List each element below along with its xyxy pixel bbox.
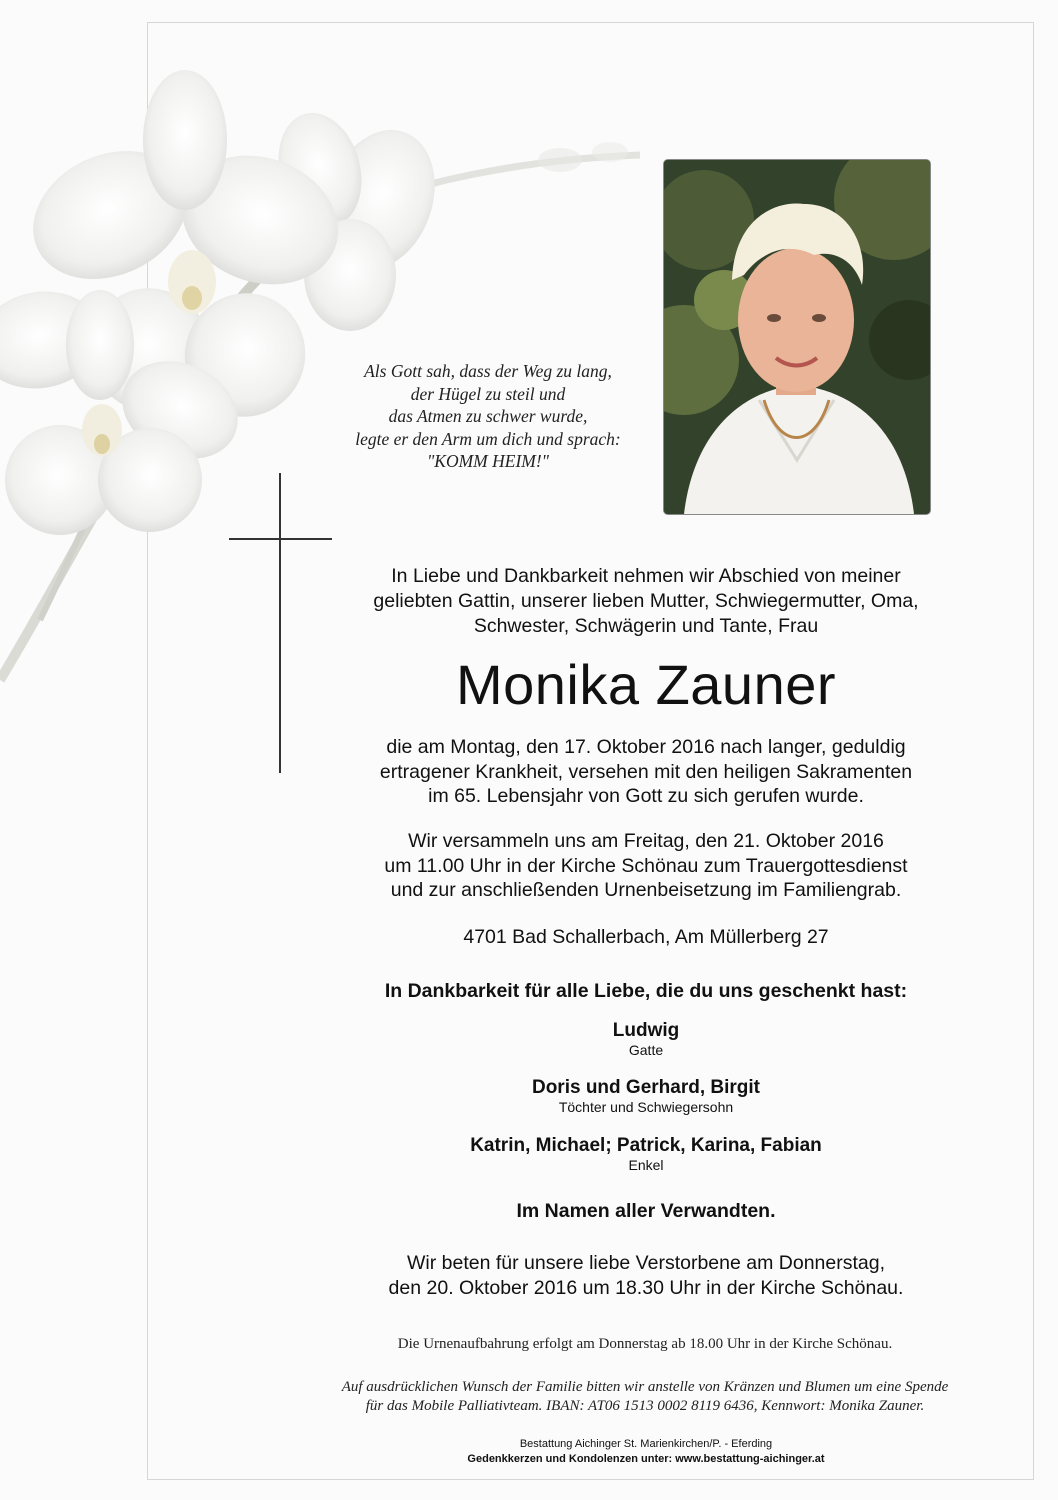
funeral-line: Wir versammeln uns am Freitag, den 21. Oktober 2016 (408, 830, 884, 852)
family-address: 4701 Bad Schallerbach, Am Müllerberg 27 (463, 926, 829, 948)
prayer-notice (340, 1251, 952, 1300)
relatives-line: Im Namen aller Verwandten. (516, 1200, 776, 1222)
intro-line: In Liebe und Dankbarkeit nehmen wir Abschied von meiner (391, 565, 901, 587)
mourner-name: Doris und Gerhard, Birgit (531, 1077, 761, 1098)
deceased-name: Monika Zauner (455, 653, 836, 716)
funeral-line: und zur anschließenden Urnenbeisetzung im Familiengrab. (390, 879, 902, 901)
mourner-role: Gatte (628, 1042, 664, 1058)
urn-notice-line: Die Urnenaufbahrung erfolgt am Donnerstag ab 18.00 Uhr in der Kirche Schönau. (397, 1336, 893, 1352)
donation-line: für das Mobile Palliativteam. IBAN: AT06 1513 0002 8119 6436, Kennwort: Monika Zauner. (365, 1398, 925, 1414)
condolence-link[interactable]: Gedenkkerzen und Kondolenzen unter: www.bestattung-aichinger.at (467, 1453, 825, 1465)
mourner-role: Töchter und Schwiegersohn (558, 1099, 734, 1115)
mourner-role: Enkel (628, 1157, 664, 1173)
death-notice (340, 735, 952, 809)
verse-line: der Hügel zu steil und (410, 383, 566, 404)
prayer-line: den 20. Oktober 2016 um 18.30 Uhr in der Kirche Schönau. (388, 1276, 904, 1299)
memorial-verse (300, 360, 676, 473)
donation-line: Auf ausdrücklichen Wunsch der Familie bitten wir anstelle von Kränzen und Blumen um eine Spende (341, 1379, 949, 1395)
verse-line: das Atmen zu schwer wurde, (388, 406, 588, 426)
death-notice-line: im 65. Lebensjahr von Gott zu sich gerufen wurde. (428, 785, 864, 807)
intro-line: geliebten Gattin, unserer lieben Mutter, Schwiegermutter, Oma, (373, 590, 919, 612)
portrait-photo (664, 160, 930, 514)
portrait-illustration (664, 160, 930, 514)
mourner-entry (340, 1076, 952, 1116)
urn-notice (300, 1335, 990, 1354)
mourner-entry (340, 1134, 952, 1174)
mourner-entry (340, 1019, 952, 1059)
verse-line: "KOMM HEIM!" (426, 451, 550, 471)
thanks-heading: In Dankbarkeit für alle Liebe, die du uns geschenkt hast: (384, 980, 908, 1002)
death-notice-line: die am Montag, den 17. Oktober 2016 nach langer, geduldig (386, 736, 906, 758)
mourner-name: Ludwig (612, 1020, 680, 1041)
funeral-line: um 11.00 Uhr in der Kirche Schönau zum Trauergottesdienst (384, 854, 908, 877)
verse-line: Als Gott sah, dass der Weg zu lang, (364, 361, 612, 381)
death-notice-line: ertragener Krankheit, versehen mit den heiligen Sakramenten (379, 760, 913, 783)
mourner-name: Katrin, Michael; Patrick, Karina, Fabian (470, 1135, 822, 1156)
intro-text (340, 564, 952, 639)
intro-line: Schwester, Schwägerin und Tante, Frau (473, 615, 819, 637)
funeral-notice (340, 829, 952, 903)
funeral-home-name: Bestattung Aichinger St. Marienkirchen/P. - Eferding (519, 1438, 773, 1450)
cross-symbol-horizontal (229, 538, 332, 540)
donation-request (300, 1378, 990, 1416)
prayer-line: Wir beten für unsere liebe Verstorbene am Donnerstag, (406, 1252, 885, 1274)
cross-symbol-vertical (279, 473, 281, 773)
funeral-home-footer (340, 1437, 952, 1467)
verse-line: legte er den Arm um dich und sprach: (355, 428, 621, 449)
